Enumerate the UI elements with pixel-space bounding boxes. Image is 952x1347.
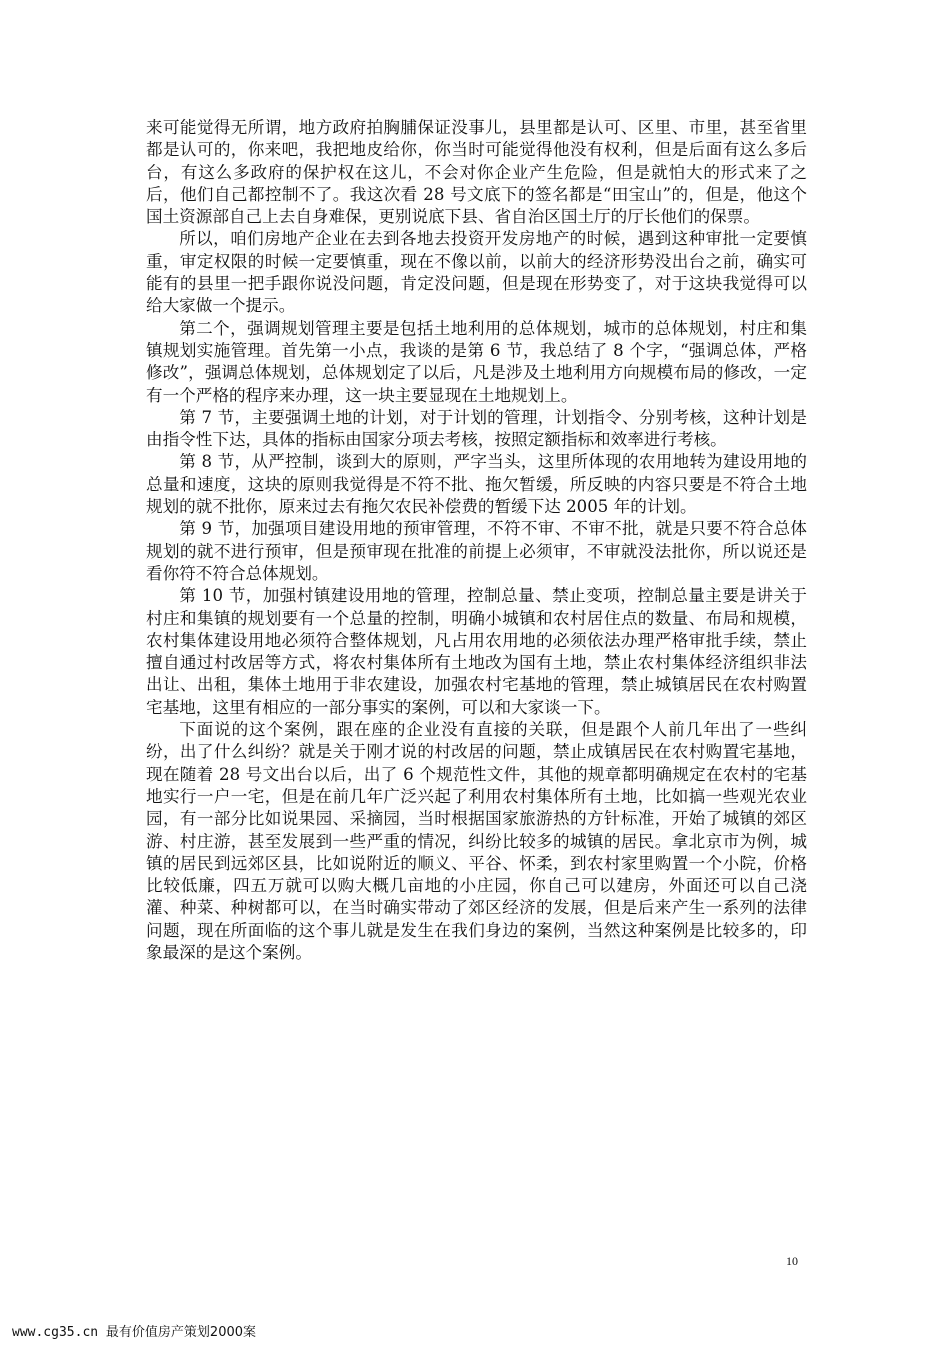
document-body	[146, 117, 807, 964]
paragraph-8: 下面说的这个案例，跟在座的企业没有直接的关联，但是跟个人前几年出了一些纠纷，出了什么纠纷？就是关于刚才说的村改居的问题，禁止成镇居民在农村购置宅基地，现在随着 28 号文出台以后，出了 6 个规范性文件，其他的规章都明确规定在农村的宅基地实行一户一宅，但是在前几年广泛兴起了利用农村集体所有土地，比如搞一些观光农业园，有一部分比如说果园、采摘园，当时根据国家旅游热的方针标准，开始了城镇的郊区游、村庄游，甚至发展到一些严重的情况，纠纷比较多的城镇的居民。拿北京市为例，城镇的居民到远郊区县，比如说附近的顺义、平谷、怀柔，到农村家里购置一个小院，价格比较低廉，四五万就可以购大概几亩地的小庄园，你自己可以建房，外面还可以自己浇灌、种菜、种树都可以，在当时确实带动了郊区经济的发展，但是后来产生一系列的法律问题，现在所面临的这个事儿就是发生在我们身边的案例，当然这种案例是比较多的，印象最深的是这个案例。	[146, 720, 807, 962]
footer-title: 最有价值房产策划2000案	[105, 1325, 257, 1340]
page-number: 10	[786, 1254, 798, 1268]
paragraph-2: 所以，咱们房地产企业在去到各地去投资开发房地产的时候，遇到这种审批一定要慎重，审定权限的时候一定要慎重，现在不像以前，以前大的经济形势没出台之前，确实可能有的县里一把手跟你说没问题，肯定没问题，但是现在形势变了，对于这块我觉得可以给大家做一个提示。	[146, 229, 807, 316]
paragraph-5: 第 8 节，从严控制，谈到大的原则，严字当头，这里所体现的农用地转为建设用地的总量和速度，这块的原则我觉得是不符不批、拖欠暂缓，所反映的内容只要是不符合土地规划的就不批你，原来过去有拖欠农民补偿费的暂缓下达 2005 年的计划。	[146, 452, 807, 517]
paragraph-3: 第二个，强调规划管理主要是包括土地利用的总体规划，城市的总体规划，村庄和集镇规划实施管理。首先第一小点，我谈的是第 6 节，我总结了 8 个字，“强调总体，严格修改”，强调总体规划，总体规划定了以后，凡是涉及土地利用方向规模布局的修改，一定有一个严格的程序来办理，这一块主要显现在土地规划上。	[146, 318, 807, 405]
site-footer	[12, 1321, 256, 1340]
paragraph-7: 第 10 节，加强村镇建设用地的管理，控制总量、禁止变项，控制总量主要是讲关于村庄和集镇的规划要有一个总量的控制，明确小城镇和农村居住点的数量、布局和规模，农村集体建设用地必须符合整体规划，凡占用农用地的必须依法办理严格审批手续，禁止擅自通过村改居等方式，将农村集体所有土地改为国有土地，禁止农村集体经济组织非法出让、出租，集体土地用于非农建设，加强农村宅基地的管理，禁止城镇居民在农村购置宅基地，这里有相应的一部分事实的案例，可以和大家谈一下。	[146, 586, 807, 717]
footer-site-link[interactable]: www.cg35.cn	[12, 1325, 99, 1340]
paragraph-4: 第 7 节，主要强调土地的计划，对于计划的管理，计划指令、分别考核，这种计划是由指令性下达，具体的指标由国家分项去考核，按照定额指标和效率进行考核。	[146, 407, 807, 450]
paragraph-1: 来可能觉得无所谓，地方政府拍胸脯保证没事儿，县里都是认可、区里、市里，甚至省里都是认可的，你来吧，我把地皮给你，你当时可能觉得他没有权利，但是后面有这么多后台，有这么多政府的保护权在这儿，不会对你企业产生危险，但是就怕大的形式来了之后，他们自己都控制不了。我这次看 28 号文底下的签名都是“田宝山”的，但是，他这个国土资源部自己上去自身难保，更别说底下县、省自治区国土厅的厅长他们的保票。	[146, 118, 807, 227]
paragraph-6: 第 9 节，加强项目建设用地的预审管理，不符不审、不审不批，就是只要不符合总体规划的就不进行预审，但是预审现在批准的前提上必须审，不审就没法批你，所以说还是看你符不符合总体规划。	[146, 519, 807, 583]
